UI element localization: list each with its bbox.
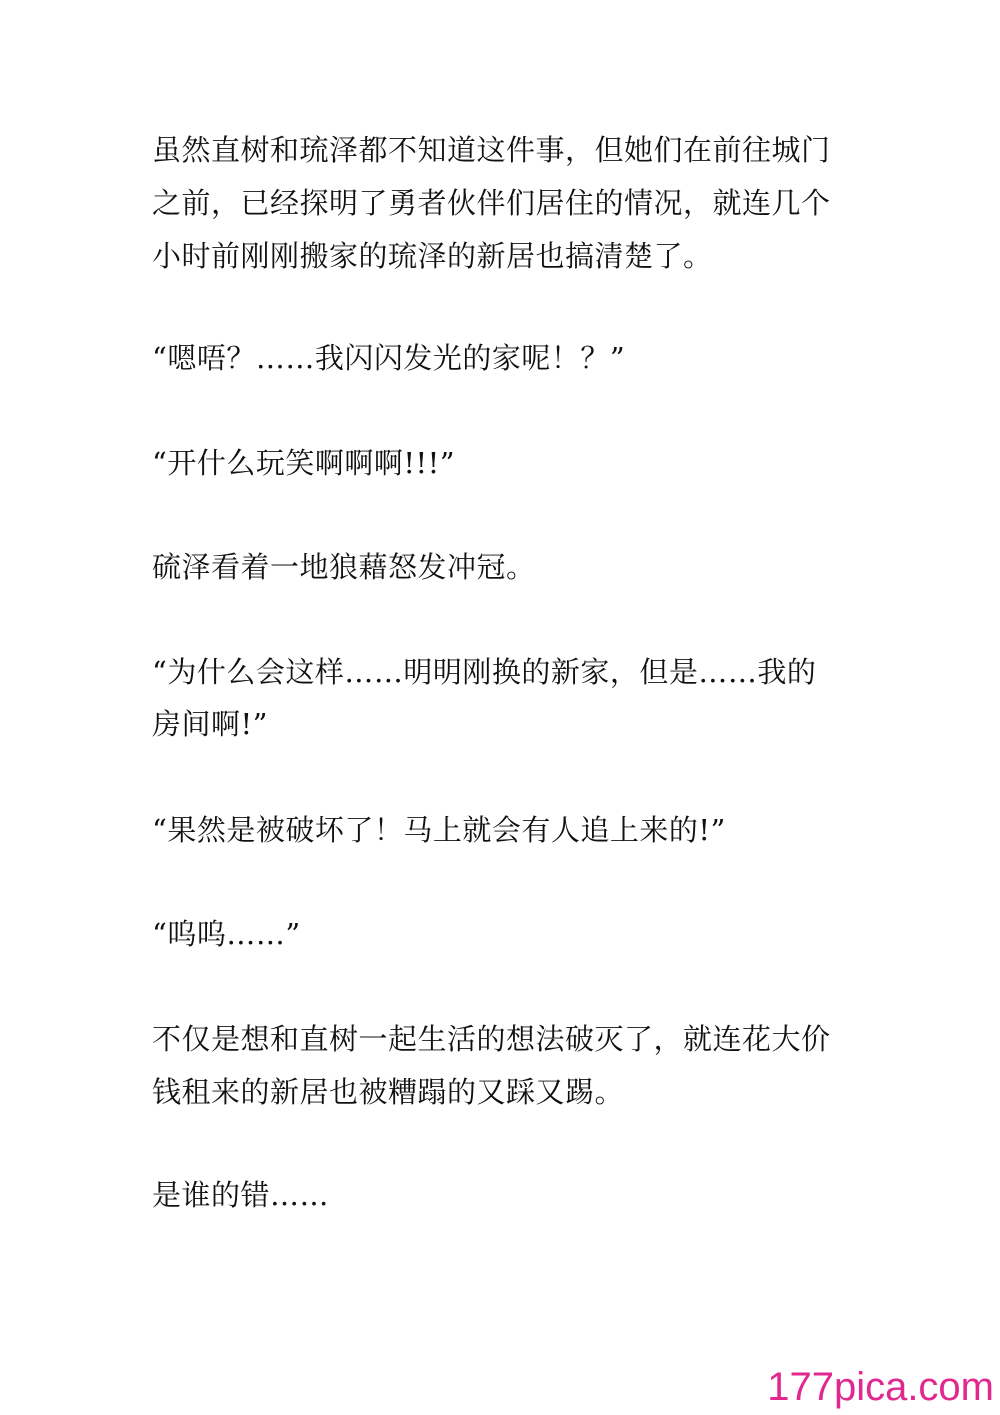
text-line: 小时前刚刚搬家的琉泽的新居也搞清楚了。	[152, 239, 713, 273]
text-line: 是谁的错……	[152, 1178, 330, 1212]
text-line: 之前，已经探明了勇者伙伴们居住的情况，就连几个	[152, 186, 831, 220]
text-line: “开什么玩笑啊啊啊!!!”	[152, 446, 456, 480]
text-line: 不仅是想和直树一起生活的想法破灭了，就连花大价	[152, 1022, 831, 1056]
text-line: “为什么会这样……明明刚换的新家，但是……我的	[152, 655, 817, 689]
text-line: 硫泽看着一地狼藉怒发冲冠。	[152, 550, 536, 584]
site-watermark: 177pica.com	[767, 1365, 994, 1409]
text-line: 房间啊!”	[152, 707, 268, 741]
text-line: “呜呜……”	[152, 917, 301, 951]
text-line: “嗯唔？……我闪闪发光的家呢！？”	[152, 341, 626, 375]
text-line: “果然是被破坏了！马上就会有人追上来的!”	[152, 813, 726, 847]
text-line: 虽然直树和琉泽都不知道这件事，但她们在前往城门	[152, 133, 831, 167]
text-line: 钱租来的新居也被糟蹋的又踩又踢。	[152, 1075, 625, 1109]
